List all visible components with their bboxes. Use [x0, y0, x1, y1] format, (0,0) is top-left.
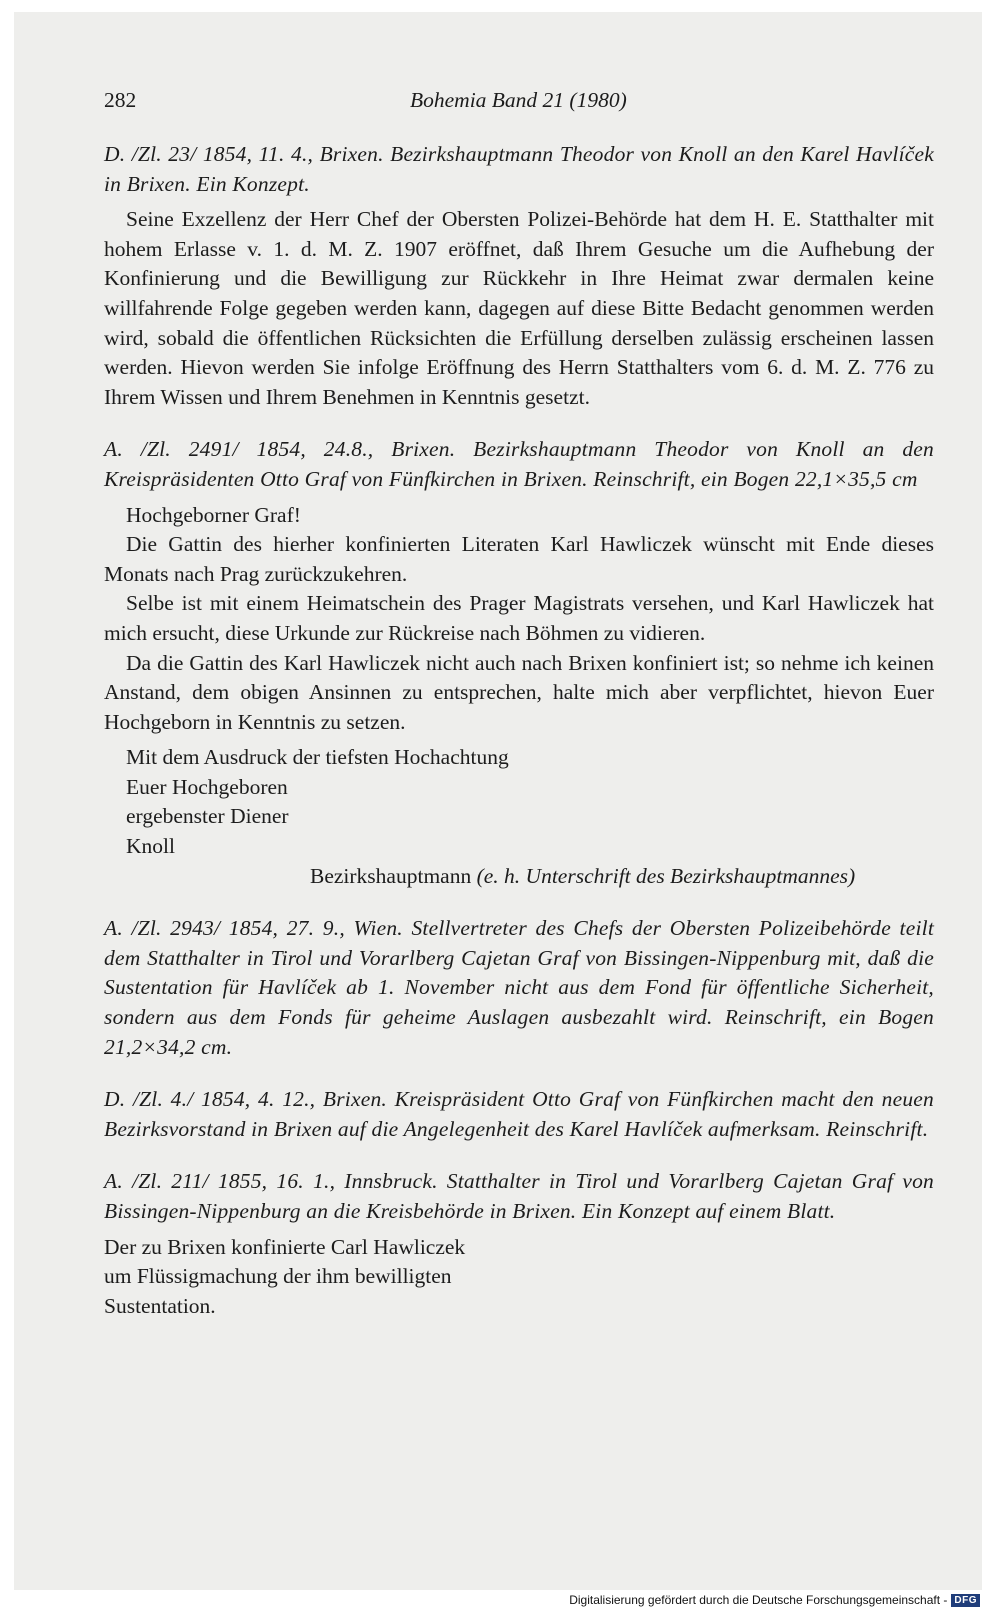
digitization-footer	[569, 1593, 980, 1607]
page-number: 282	[104, 88, 137, 112]
letter-paragraph: Da die Gattin des Karl Hawliczek nicht auch nach Brixen konfiniert ist; so nehme ich keinen Anstand, dem obigen Ansinnen zu entsprechen, halte mich aber verpflichtet, hievon Euer Hochgeborn in Kenntnis zu setzen.	[104, 650, 934, 734]
letter-closing-line: Mit dem Ausdruck der tiefsten Hochachtung	[126, 745, 509, 770]
letter-signature-name: Knoll	[126, 834, 175, 859]
signature-title: Bezirkshauptmann	[310, 863, 472, 888]
entry-body-line: um Flüssigmachung der ihm bewilligten	[104, 1264, 452, 1289]
letter-paragraph: Selbe ist mit einem Heimatschein des Prager Magistrats versehen, und Karl Hawliczek hat mich ersucht, diese Urkunde zur Rückreise nach Böhmen zu vidieren.	[104, 591, 934, 645]
entry-heading: A. /Zl. 2491/ 1854, 24.8., Brixen. Bezirkshauptmann Theodor von Knoll an den Kreispräsidenten Otto Graf von Fünfkirchen in Brixen. Reinschrift, ein Bogen 22,1×35,5 cm	[104, 437, 934, 491]
entry-body-paragraph: Seine Exzellenz der Herr Chef der Obersten Polizei-Behörde hat dem H. E. Statthalter mit hohem Erlasse v. 1. d. M. Z. 1907 eröffnet, daß Ihrem Gesuche um die Aufhebung der Konfinierung und die Bewilligung zur Rückkehr in Ihre Heimat zwar dermalen keine willfahrende Folge gegeben werden kann, dagegen auf diese Bitte Bedacht genommen werden wird, sobald die öffentlichen Rücksichten die Erfüllung derselben zulässig erscheinen lassen werden. Hievon werden Sie infolge Eröffnung des Herrn Statthalters vom 6. d. M. Z. 776 zu Ihrem Wissen und Ihrem Benehmen in Kenntnis gesetzt.	[104, 207, 934, 409]
letter-paragraph: Die Gattin des hierher konfinierten Literaten Karl Hawliczek wünscht mit Ende dieses Monats nach Prag zurückzukehren.	[104, 532, 934, 586]
entry-body-line: Sustentation.	[104, 1293, 216, 1318]
entry-heading: D. /Zl. 4./ 1854, 4. 12., Brixen. Kreispräsident Otto Graf von Fünfkirchen macht den neuen Bezirksvorstand in Brixen auf die Angelegenheit des Karel Havlíček aufmerksam. Reinschrift.	[104, 1087, 934, 1141]
letter-closing-line: ergebenster Diener	[126, 804, 289, 829]
entry-heading: A. /Zl. 211/ 1855, 16. 1., Innsbruck. Statthalter in Tirol und Vorarlberg Cajetan Graf von Bissingen-Nippenburg an die Kreisbehörde in Brixen. Ein Konzept auf einem Blatt.	[104, 1169, 934, 1223]
entry-heading: D. /Zl. 23/ 1854, 11. 4., Brixen. Bezirkshauptmann Theodor von Knoll an den Karel Havlíček in Brixen. Ein Konzept.	[104, 142, 934, 196]
document-entry	[104, 140, 934, 412]
document-entry	[104, 914, 934, 1062]
running-title: Bohemia Band 21 (1980)	[410, 88, 627, 112]
footer-text: Digitalisierung gefördert durch die Deutsche Forschungsgemeinschaft -	[569, 1593, 948, 1607]
letter-closing-line: Euer Hochgeboren	[126, 774, 288, 799]
page-header	[104, 76, 934, 110]
document-entry	[104, 1167, 934, 1321]
entry-body-line: Der zu Brixen konfinierte Carl Hawliczek	[104, 1234, 466, 1259]
document-entry	[104, 435, 934, 891]
dfg-logo: DFG	[951, 1594, 980, 1607]
document-entry	[104, 1085, 934, 1144]
document-page	[104, 76, 934, 1321]
letter-signature-line	[104, 862, 934, 892]
letter-salutation: Hochgeborner Graf!	[126, 502, 301, 527]
entry-heading: A. /Zl. 2943/ 1854, 27. 9., Wien. Stellvertreter des Chefs der Obersten Polizeibehörde teilt dem Statthalter in Tirol und Vorarlberg Cajetan Graf von Bissingen-Nippenburg mit, daß die Sustentation für Havlíček ab 1. November nicht aus dem Fond für öffentliche Sicherheit, sondern aus dem Fonds für geheime Auslagen ausbezahlt wird. Reinschrift, ein Bogen 21,2×34,2 cm.	[104, 916, 934, 1059]
signature-note: (e. h. Unterschrift des Bezirkshauptmannes)	[476, 863, 856, 888]
